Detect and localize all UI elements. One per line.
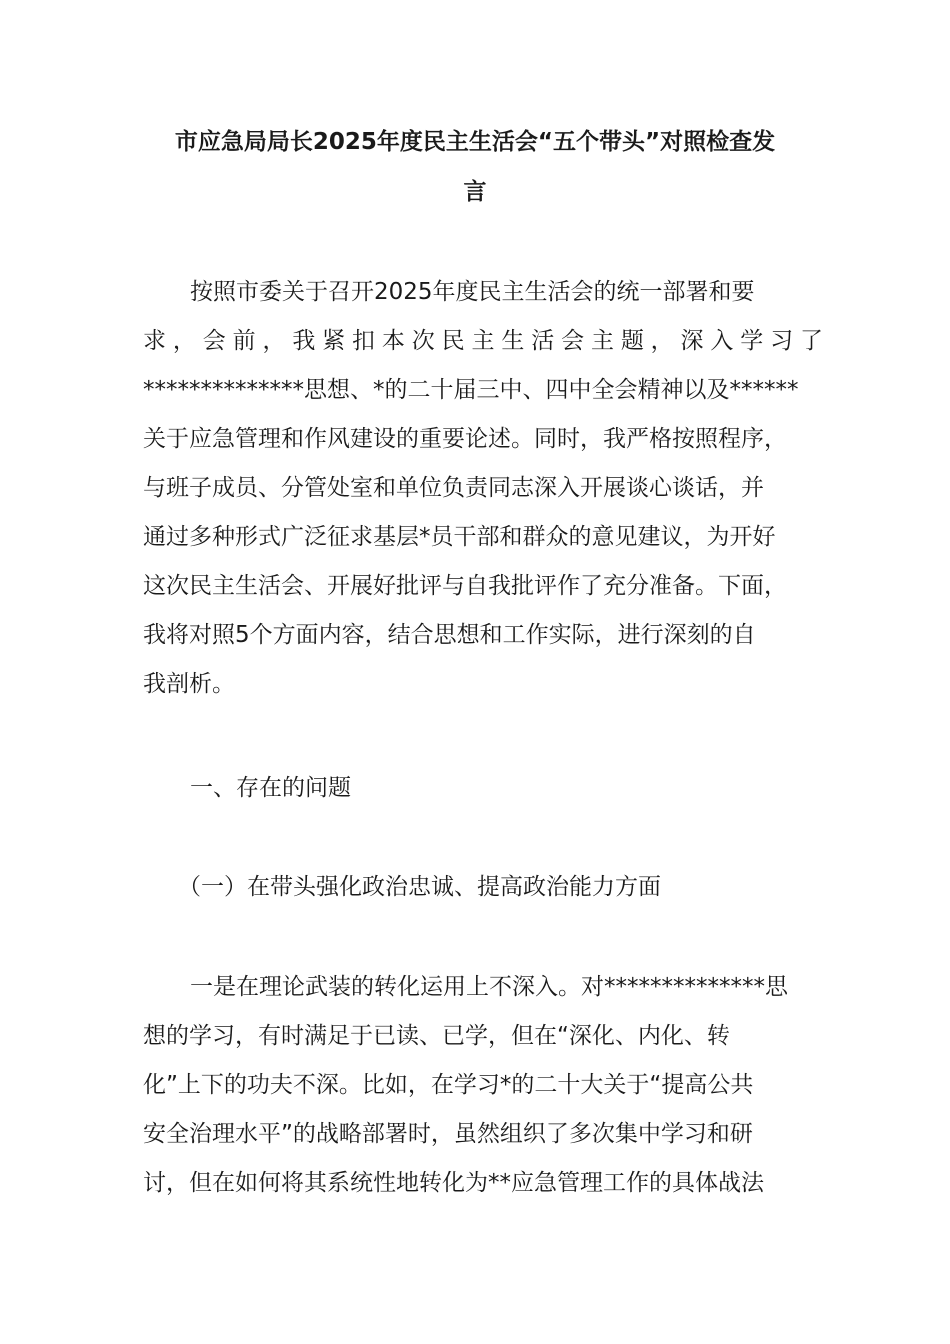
body-line-4: 安全治理水平”的战略部署时，虽然组织了多次集中学习和研 — [143, 1121, 753, 1147]
intro-line-9: 我剖析。 — [143, 671, 235, 697]
body-line-5: 讨，但在如何将其系统性地转化为**应急管理工作的具体战法 — [143, 1170, 764, 1196]
body-line-1: 一是在理论武装的转化运用上不深入。对**************思 — [190, 974, 788, 1000]
body-line-2: 想的学习，有时满足于已读、已学，但在“深化、内化、转 — [143, 1023, 730, 1049]
intro-line-7: 这次民主生活会、开展好批评与自我批评作了充分准备。下面， — [143, 573, 787, 599]
document-title-line-1: 市应急局局长2025年度民主生活会“五个带头”对照检查发 — [174, 129, 776, 155]
intro-line-1: 按照市委关于召开2025年度民主生活会的统一部署和要 — [190, 279, 755, 305]
intro-line-8: 我将对照5个方面内容，结合思想和工作实际，进行深刻的自 — [143, 622, 756, 648]
document-title-line-2: 言 — [463, 179, 487, 205]
body-line-3: 化”上下的功夫不深。比如，在学习*的二十大关于“提高公共 — [143, 1072, 754, 1098]
subsection-heading: （一）在带头强化政治忠诚、提高政治能力方面 — [178, 874, 661, 900]
intro-line-2: 求，会前，我紧扣本次民主生活会主题，深入学习了 — [143, 328, 823, 354]
intro-line-3: **************思想、*的二十届三中、四中全会精神以及****** — [143, 377, 799, 403]
section-heading: 一、存在的问题 — [190, 775, 351, 801]
intro-line-6: 通过多种形式广泛征求基层*员干部和群众的意见建议，为开好 — [143, 524, 776, 550]
intro-line-4: 关于应急管理和作风建设的重要论述。同时，我严格按照程序， — [143, 426, 787, 452]
intro-line-5: 与班子成员、分管处室和单位负责同志深入开展谈心谈话，并 — [143, 475, 764, 501]
